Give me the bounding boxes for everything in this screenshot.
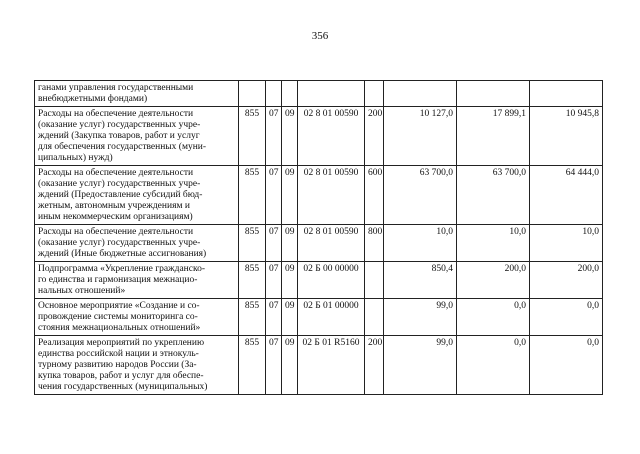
cell-ved: 855 <box>239 299 266 336</box>
expense-name-line: нальных отношений» <box>38 286 126 296</box>
table-body <box>35 81 603 395</box>
cell-amount-year-3: 0,0 <box>530 299 603 336</box>
expense-name-line: провождение системы мониторинга со- <box>38 312 198 322</box>
cell-section: 07 <box>266 107 282 166</box>
cell-ved <box>239 81 266 107</box>
cell-amount-year-1: 10,0 <box>384 225 457 262</box>
cell-subsection: 09 <box>282 262 298 299</box>
cell-ved: 855 <box>239 336 266 395</box>
cell-ved: 855 <box>239 225 266 262</box>
cell-subsection: 09 <box>282 336 298 395</box>
expense-name-line: (оказание услуг) государственных учре- <box>38 120 201 130</box>
cell-ved: 855 <box>239 262 266 299</box>
expense-name-line: ждений (Иные бюджетные ассигнования) <box>38 249 207 259</box>
cell-subsection: 09 <box>282 225 298 262</box>
cell-subsection: 09 <box>282 166 298 225</box>
expense-name-line: го единства и гармонизация межнацио- <box>38 275 198 285</box>
table-row <box>35 81 603 107</box>
expense-name-line: купка товаров, работ и услуг для обеспе- <box>38 371 204 381</box>
cell-subsection <box>282 81 298 107</box>
expense-name-line: ждений (Закупка товаров, работ и услуг <box>38 131 200 141</box>
cell-amount-year-3: 10 945,8 <box>530 107 603 166</box>
cell-amount-year-3: 10,0 <box>530 225 603 262</box>
cell-amount-year-2: 0,0 <box>457 336 530 395</box>
cell-expense-name <box>35 225 239 262</box>
expense-name-line: Реализация мероприятий по укреплению <box>38 338 205 348</box>
cell-amount-year-3: 0,0 <box>530 336 603 395</box>
cell-expense-type <box>365 262 384 299</box>
cell-target-article: 02 8 01 00590 <box>298 225 365 262</box>
cell-expense-type <box>365 81 384 107</box>
table-row <box>35 336 603 395</box>
cell-expense-name <box>35 166 239 225</box>
cell-amount-year-3: 64 444,0 <box>530 166 603 225</box>
expense-name-line: ципальных) нужд) <box>38 153 113 163</box>
cell-target-article <box>298 81 365 107</box>
page-number: 356 <box>311 30 329 42</box>
cell-section: 07 <box>266 262 282 299</box>
cell-amount-year-2: 0,0 <box>457 299 530 336</box>
cell-expense-name <box>35 107 239 166</box>
expense-name-line: (оказание услуг) государственных учре- <box>38 179 201 189</box>
table-row <box>35 166 603 225</box>
cell-expense-name <box>35 81 239 107</box>
expense-name-line: жетным, автономным учреждениям и <box>38 201 190 211</box>
cell-amount-year-2: 200,0 <box>457 262 530 299</box>
expense-name-line: Расходы на обеспечение деятельности <box>38 109 194 119</box>
cell-expense-type: 800 <box>365 225 384 262</box>
table-row <box>35 299 603 336</box>
cell-expense-type: 200 <box>365 107 384 166</box>
cell-subsection: 09 <box>282 107 298 166</box>
cell-ved: 855 <box>239 166 266 225</box>
cell-section: 07 <box>266 166 282 225</box>
cell-target-article: 02 8 01 00590 <box>298 107 365 166</box>
expense-name-line: иным некоммерческим организациям) <box>38 212 193 222</box>
expense-name-line: Расходы на обеспечение деятельности <box>38 227 194 237</box>
cell-target-article: 02 Б 01 00000 <box>298 299 365 336</box>
cell-target-article: 02 8 01 00590 <box>298 166 365 225</box>
expense-name-line: стояния межнациональных отношений» <box>38 323 201 333</box>
cell-amount-year-1: 10 127,0 <box>384 107 457 166</box>
cell-amount-year-1: 99,0 <box>384 336 457 395</box>
cell-expense-type <box>365 299 384 336</box>
cell-amount-year-2: 10,0 <box>457 225 530 262</box>
cell-target-article: 02 Б 00 00000 <box>298 262 365 299</box>
cell-subsection: 09 <box>282 299 298 336</box>
cell-expense-type: 600 <box>365 166 384 225</box>
expense-name-line: Основное мероприятие «Создание и со- <box>38 301 200 311</box>
expense-name-line: (оказание услуг) государственных учре- <box>38 238 201 248</box>
cell-section: 07 <box>266 336 282 395</box>
cell-amount-year-1: 850,4 <box>384 262 457 299</box>
cell-amount-year-1: 99,0 <box>384 299 457 336</box>
budget-table <box>34 80 603 395</box>
cell-ved: 855 <box>239 107 266 166</box>
cell-section: 07 <box>266 299 282 336</box>
table-row <box>35 262 603 299</box>
cell-amount-year-2: 17 899,1 <box>457 107 530 166</box>
cell-expense-name <box>35 262 239 299</box>
cell-amount-year-3 <box>530 81 603 107</box>
expense-name-line: Подпрограмма «Укрепление гражданско- <box>38 264 206 274</box>
cell-expense-name <box>35 299 239 336</box>
cell-amount-year-3: 200,0 <box>530 262 603 299</box>
cell-target-article: 02 Б 01 R5160 <box>298 336 365 395</box>
expense-name-line: единства российской нации и этнокуль- <box>38 349 199 359</box>
cell-amount-year-2 <box>457 81 530 107</box>
expense-name-line: внебюджетными фондами) <box>38 94 148 104</box>
expense-name-line: ждений (Предоставление субсидий бюд- <box>38 190 203 200</box>
cell-section: 07 <box>266 225 282 262</box>
table-row <box>35 107 603 166</box>
cell-expense-type: 200 <box>365 336 384 395</box>
cell-amount-year-1 <box>384 81 457 107</box>
cell-expense-name <box>35 336 239 395</box>
expense-name-line: ганами управления государственными <box>38 83 194 93</box>
cell-amount-year-2: 63 700,0 <box>457 166 530 225</box>
cell-section <box>266 81 282 107</box>
expense-name-line: для обеспечения государственных (муни- <box>38 142 207 152</box>
expense-name-line: турному развитию народов России (За- <box>38 360 197 370</box>
expense-name-line: Расходы на обеспечение деятельности <box>38 168 194 178</box>
table-row <box>35 225 603 262</box>
expense-name-line: чения государственных (муниципальных) <box>38 382 208 392</box>
cell-amount-year-1: 63 700,0 <box>384 166 457 225</box>
